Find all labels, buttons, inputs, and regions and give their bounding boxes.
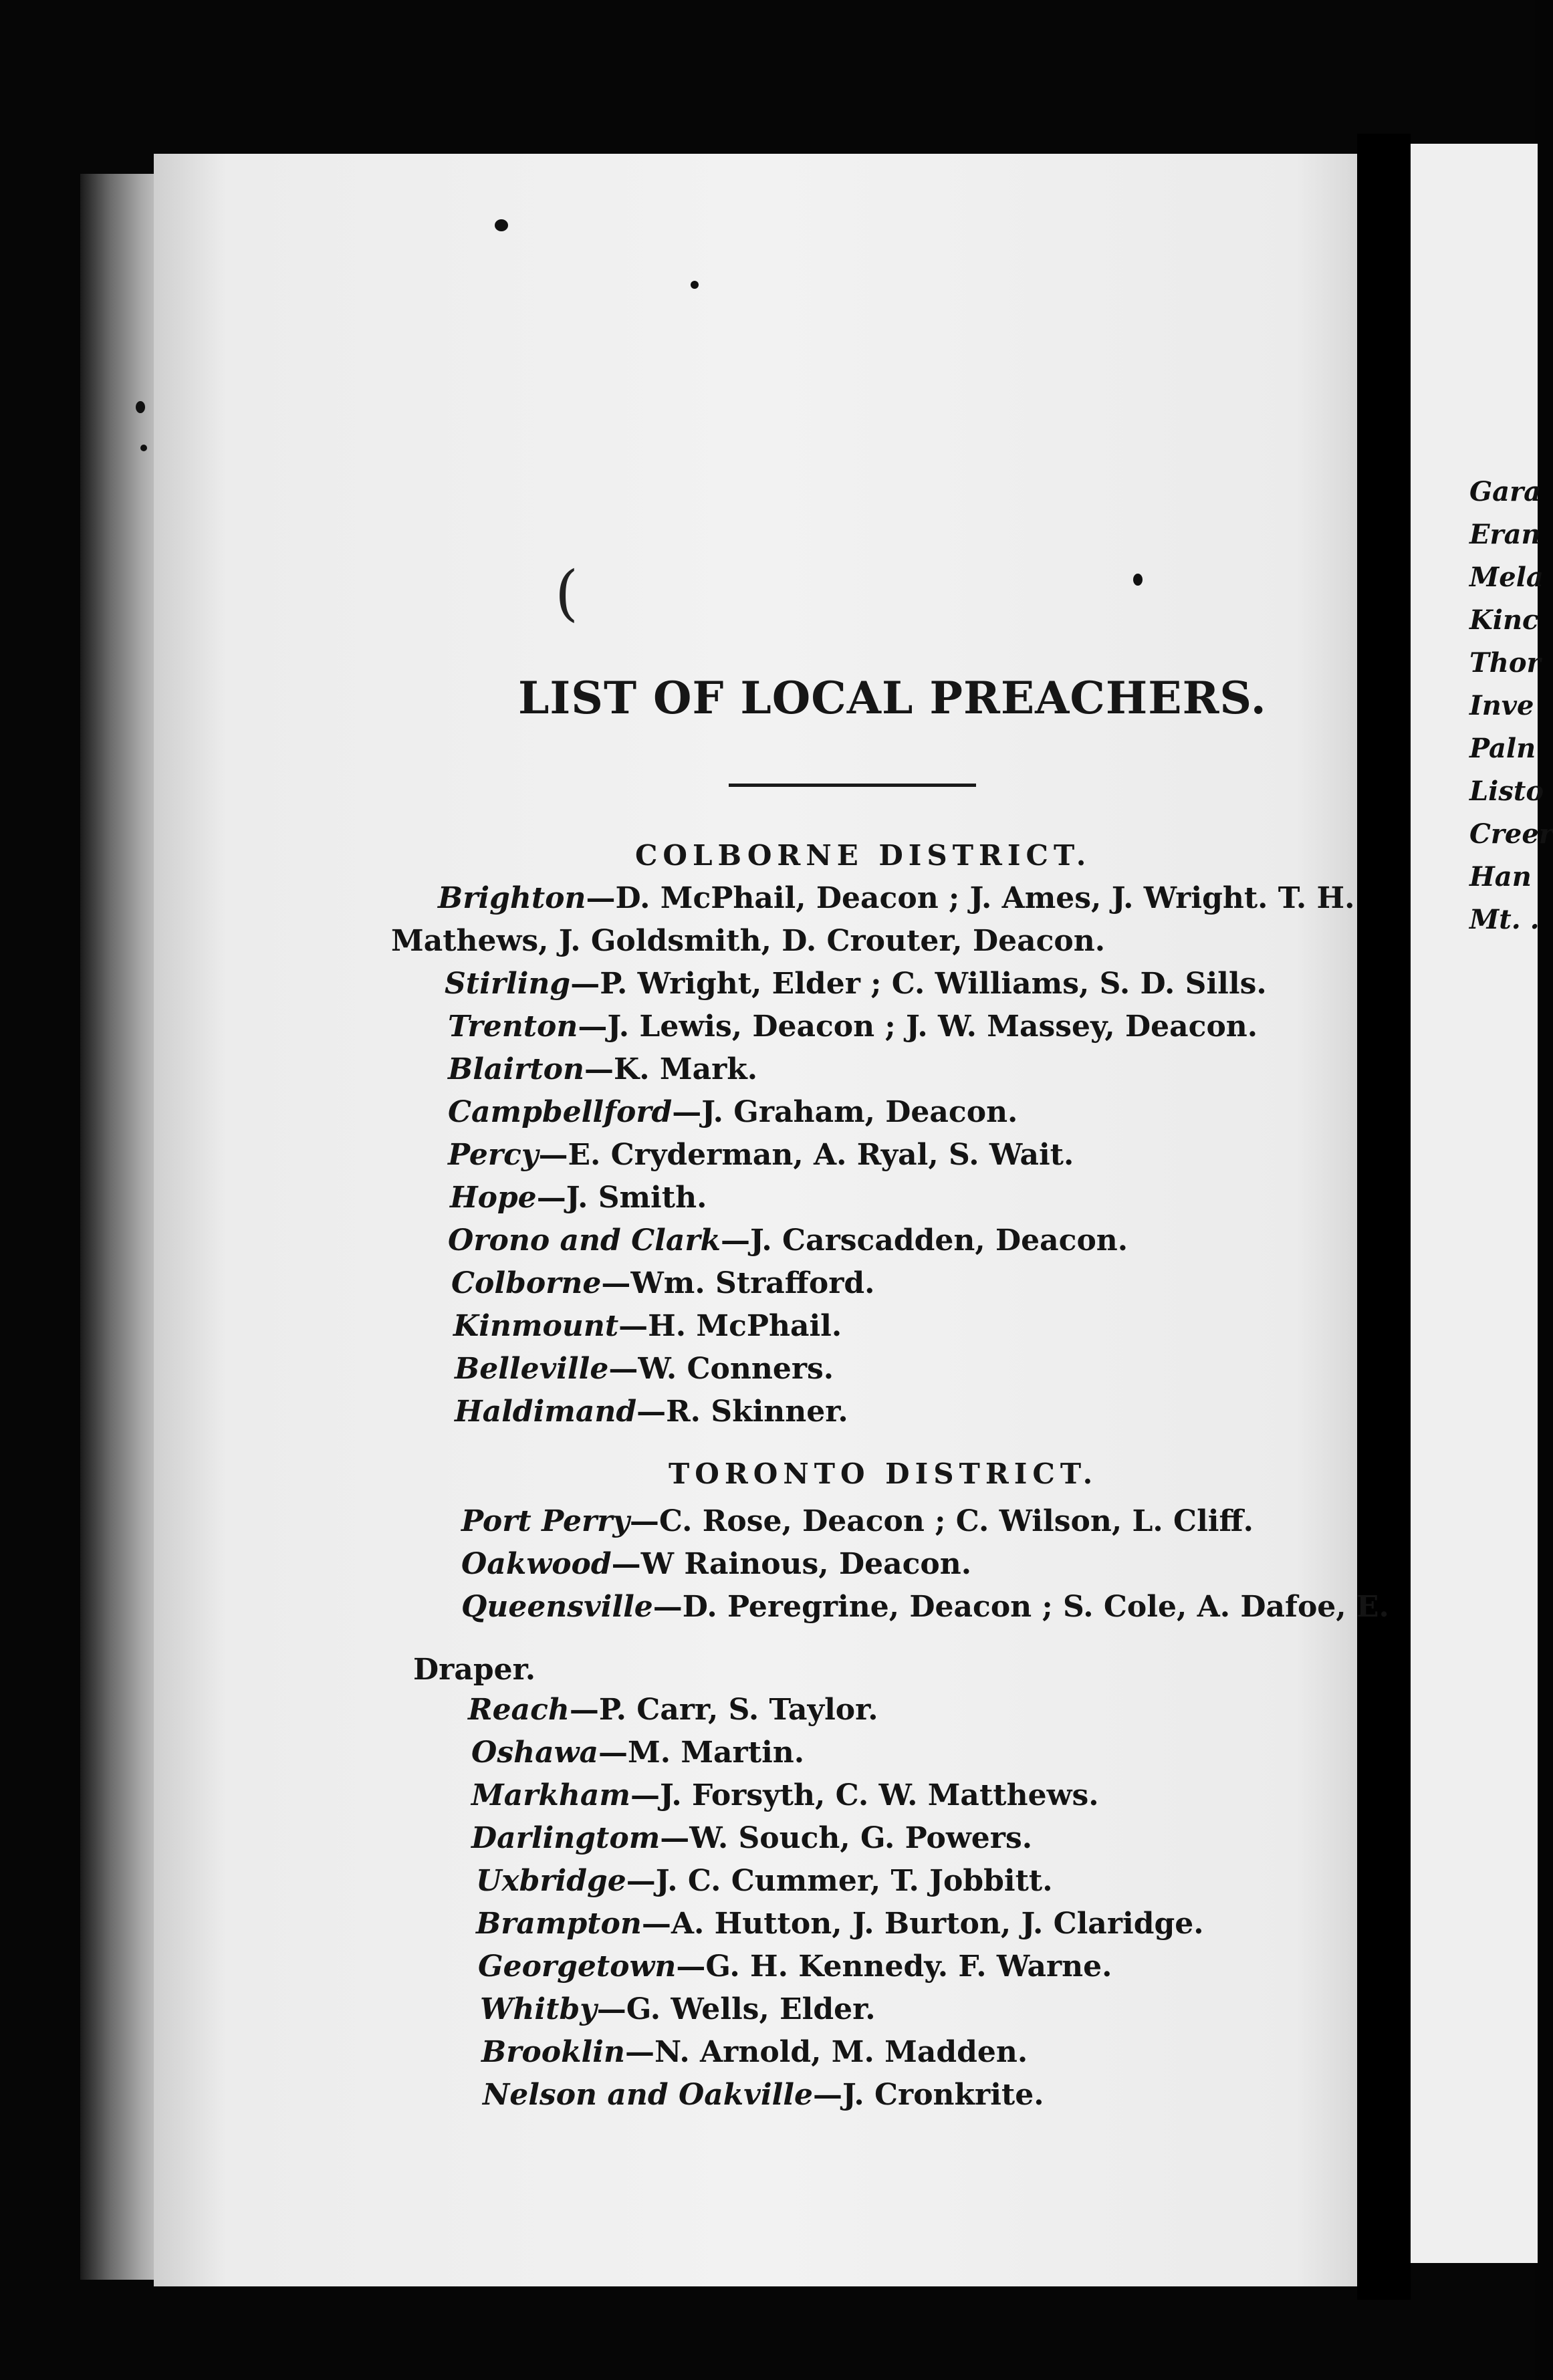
preacher-entry bbox=[448, 1223, 1128, 1258]
facing-page-fragment: Han bbox=[1469, 861, 1532, 892]
preacher-entry bbox=[480, 1992, 876, 2026]
circuit-name: Oshawa bbox=[471, 1736, 598, 1770]
facing-page-fragment: Inve bbox=[1469, 690, 1534, 721]
ink-speck bbox=[691, 281, 699, 289]
circuit-name: Georgetown bbox=[478, 1949, 677, 1984]
preacher-names: —Wm. Strafford. bbox=[601, 1266, 875, 1300]
facing-page-fragment: Kinc bbox=[1469, 604, 1539, 636]
preacher-names: —E. Cryderman, A. Ryal, S. Wait. bbox=[538, 1138, 1074, 1172]
preacher-entry bbox=[450, 1181, 707, 1215]
facing-page-fragment: Mela bbox=[1469, 562, 1544, 593]
preacher-entry bbox=[476, 1907, 1204, 1941]
circuit-name: Nelson and Oakville bbox=[483, 2078, 813, 2112]
preacher-names: —D. Peregrine, Deacon ; S. Cole, A. Dafoe, E. bbox=[652, 1590, 1389, 1624]
preacher-names: —J. Cronkrite. bbox=[812, 2078, 1044, 2112]
preacher-entry bbox=[471, 1778, 1099, 1812]
circuit-name: Brampton bbox=[476, 1907, 642, 1941]
facing-page-fragment: Mt. . bbox=[1469, 904, 1540, 935]
circuit-name: Brighton bbox=[438, 881, 586, 915]
preacher-names: —A. Hutton, J. Burton, J. Claridge. bbox=[641, 1907, 1204, 1941]
preacher-entry bbox=[451, 1266, 875, 1300]
preacher-entry bbox=[391, 924, 1105, 958]
facing-page-fragment: Creer bbox=[1469, 818, 1553, 850]
preacher-names: —J. Graham, Deacon. bbox=[672, 1095, 1018, 1129]
circuit-name: Markham bbox=[471, 1778, 630, 1812]
preacher-names: —K. Mark. bbox=[584, 1052, 758, 1086]
preacher-entry bbox=[468, 1693, 878, 1727]
circuit-name: Brooklin bbox=[481, 2035, 625, 2069]
facing-page-fragment: Paln bbox=[1469, 733, 1536, 764]
preacher-entry bbox=[448, 1052, 757, 1086]
preacher-names: —J. Forsyth, C. W. Matthews. bbox=[630, 1778, 1099, 1812]
preacher-entry bbox=[448, 1138, 1074, 1172]
circuit-name: Campbellford bbox=[448, 1095, 673, 1129]
ink-blot bbox=[495, 219, 508, 231]
page-title: LIST OF LOCAL PREACHERS. bbox=[518, 672, 1267, 724]
district-heading-colborne: COLBORNE DISTRICT. bbox=[635, 839, 1092, 872]
preacher-names: —H. McPhail. bbox=[618, 1309, 842, 1343]
facing-page-fragment: Thor bbox=[1469, 647, 1541, 679]
preacher-names: —M. Martin. bbox=[598, 1736, 805, 1770]
preacher-names: —W. Conners. bbox=[608, 1352, 834, 1386]
circuit-name: Whitby bbox=[480, 1992, 597, 2026]
preacher-names: —N. Arnold, M. Madden. bbox=[624, 2035, 1028, 2069]
circuit-name: Kinmount bbox=[453, 1309, 619, 1343]
preacher-names: —J. C. Cummer, T. Jobbitt. bbox=[626, 1864, 1053, 1898]
title-divider bbox=[729, 784, 976, 787]
circuit-name: Haldimand bbox=[455, 1395, 637, 1429]
preacher-names: —G. Wells, Elder. bbox=[596, 1992, 876, 2026]
preacher-entry bbox=[455, 1352, 834, 1386]
preacher-names: —P. Wright, Elder ; C. Williams, S. D. Sills. bbox=[570, 967, 1267, 1001]
preacher-entry bbox=[478, 1949, 1112, 1984]
binding-hole bbox=[140, 445, 147, 451]
circuit-name: Reach bbox=[468, 1693, 570, 1727]
circuit-name: Blairton bbox=[448, 1052, 584, 1086]
book-gutter bbox=[1357, 134, 1411, 2300]
preacher-names: Mathews, J. Goldsmith, D. Crouter, Deacon. bbox=[391, 924, 1106, 958]
preacher-names: —J. Lewis, Deacon ; J. W. Massey, Deacon. bbox=[578, 1009, 1258, 1044]
circuit-name: Port Perry bbox=[461, 1504, 630, 1538]
circuit-name: Darlingtom bbox=[471, 1821, 661, 1855]
binding-hole bbox=[136, 401, 145, 413]
preacher-entry bbox=[448, 1095, 1018, 1129]
preacher-entry bbox=[438, 881, 1354, 915]
circuit-name: Queensville bbox=[461, 1590, 653, 1624]
ink-speck bbox=[1133, 574, 1143, 586]
preacher-names: —J. Carscadden, Deacon. bbox=[721, 1223, 1128, 1258]
preacher-entry bbox=[413, 1653, 535, 1687]
circuit-name: Trenton bbox=[448, 1009, 578, 1044]
preacher-names: —W Rainous, Deacon. bbox=[611, 1547, 972, 1581]
preacher-entry bbox=[445, 967, 1267, 1001]
preacher-names: —P. Carr, S. Taylor. bbox=[569, 1693, 878, 1727]
preacher-entry bbox=[461, 1547, 971, 1581]
preacher-names: Draper. bbox=[413, 1653, 536, 1687]
preacher-entry bbox=[461, 1590, 1389, 1624]
circuit-name: Percy bbox=[448, 1138, 539, 1172]
book-page-right bbox=[1411, 144, 1538, 2263]
preacher-entry bbox=[453, 1309, 842, 1343]
facing-page-fragment: Gara bbox=[1469, 476, 1542, 507]
circuit-name: Colborne bbox=[451, 1266, 602, 1300]
preacher-entry bbox=[483, 2078, 1044, 2112]
preacher-entry bbox=[455, 1395, 848, 1429]
preacher-entry bbox=[481, 2035, 1028, 2069]
preacher-entry bbox=[448, 1009, 1258, 1044]
pencil-mark: ( bbox=[555, 558, 579, 628]
preacher-entry bbox=[471, 1736, 804, 1770]
preacher-names: —R. Skinner. bbox=[636, 1395, 848, 1429]
circuit-name: Orono and Clark bbox=[448, 1223, 721, 1258]
preacher-names: —G. H. Kennedy. F. Warne. bbox=[676, 1949, 1112, 1984]
preacher-entry bbox=[461, 1504, 1253, 1538]
circuit-name: Uxbridge bbox=[476, 1864, 626, 1898]
preacher-names: —D. McPhail, Deacon ; J. Ames, J. Wright. T. H. bbox=[586, 881, 1355, 915]
preacher-names: —C. Rose, Deacon ; C. Wilson, L. Cliff. bbox=[629, 1504, 1253, 1538]
preacher-entry bbox=[476, 1864, 1053, 1898]
circuit-name: Stirling bbox=[445, 967, 571, 1001]
circuit-name: Belleville bbox=[455, 1352, 609, 1386]
circuit-name: Hope bbox=[450, 1181, 537, 1215]
preacher-names: —J. Smith. bbox=[536, 1181, 707, 1215]
preacher-names: —W. Souch, G. Powers. bbox=[660, 1821, 1033, 1855]
facing-page-fragment: Eran bbox=[1469, 519, 1541, 550]
preacher-entry bbox=[471, 1821, 1032, 1855]
district-heading-toronto: TORONTO DISTRICT. bbox=[669, 1457, 1098, 1490]
circuit-name: Oakwood bbox=[461, 1547, 612, 1581]
facing-page-fragment: Listo bbox=[1469, 776, 1544, 807]
